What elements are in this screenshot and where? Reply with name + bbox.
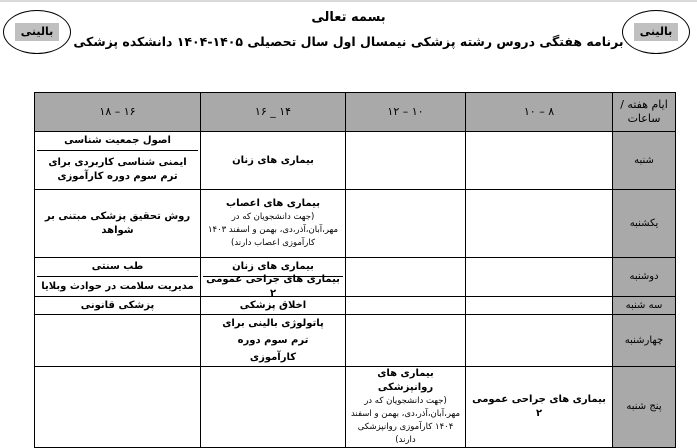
cell-empty [346, 190, 466, 258]
col-header-16-18: ۱۶ – ۱۸ [35, 93, 201, 132]
day-label: شنبه [613, 132, 676, 190]
table-row-wednesday [35, 315, 676, 367]
course-note-line: (جهت دانشجویان که در [231, 212, 315, 222]
clinical-badge-right: بالینی [634, 23, 679, 41]
top-border-line [0, 0, 697, 2]
course-note-line: (جهت دانشجویان که در [364, 396, 447, 406]
course-cell: روش تحقیق پزشکی مبتنی بر شواهد [35, 190, 201, 258]
cell-empty [466, 190, 613, 258]
table-row-tuesday [35, 297, 676, 315]
course-cell: پاتولوژی بالینی برای ترم سوم دوره کارآموزی [201, 315, 346, 367]
course-note-line: مهر،آبان،آذر،دی، بهمن و اسفند [350, 409, 461, 419]
cell-empty [35, 315, 201, 367]
col-header-10-12: ۱۰ – ۱۲ [346, 93, 466, 132]
cell-empty [346, 132, 466, 190]
day-label: سه شنبه [613, 297, 676, 315]
course-item: ایمنی شناسی کاربردی برای ترم سوم دوره کارآموزی [48, 157, 187, 182]
col-header-14-16: ۱۴ _ ۱۶ [201, 93, 346, 132]
course-title: بیماری های اعصاب [226, 198, 320, 209]
course-note-line: کارآموزی اعصاب دارند) [231, 238, 315, 248]
table-row-monday [35, 258, 676, 297]
course-item: طب سنتی [37, 258, 198, 277]
page-title: برنامه هفتگی دروس رشته پزشکی نیمسال اول سال تحصیلی ۱۴۰۵-۱۴۰۴ دانشکده پزشکی [73, 34, 624, 49]
clinical-badge-left: بالینی [15, 23, 60, 41]
cell-empty [201, 367, 346, 448]
cell-empty [466, 132, 613, 190]
table-header-row [35, 93, 676, 132]
course-item: بیماری های جراحی عمومی ۲ [206, 273, 340, 299]
cell-empty [466, 297, 613, 315]
course-cell: اخلاق پزشکی [201, 297, 346, 315]
table-row-sunday [35, 190, 676, 258]
course-cell: بیماری های زنان [201, 132, 346, 190]
course-cell-with-note [346, 367, 466, 448]
course-title: بیماری های روانپزشکی [377, 368, 434, 393]
cell-empty [35, 367, 201, 448]
course-cell: بیماری های جراحی عمومی ۲ [466, 367, 613, 448]
cell-empty [466, 315, 613, 367]
day-label: چهارشنبه [613, 315, 676, 367]
course-item: اصول جمعیت شناسی [37, 132, 198, 151]
weekly-schedule-table [34, 92, 676, 448]
course-note-line: مهر،آبان،آذر،دی، بهمن و اسفند ۱۴۰۳ [207, 225, 339, 235]
cell-empty [466, 258, 613, 297]
course-cell-split [35, 132, 201, 190]
cell-empty [346, 315, 466, 367]
course-cell: پزشکی قانونی [35, 297, 201, 315]
course-cell-split [35, 258, 201, 297]
table-row-saturday [35, 132, 676, 190]
cell-empty [346, 297, 466, 315]
course-cell-split [201, 258, 346, 297]
course-item: بیماری های زنان [203, 258, 343, 277]
col-header-8-10: ۸ – ۱۰ [466, 93, 613, 132]
day-label: یکشنبه [613, 190, 676, 258]
corner-header: ایام هفته / ساعات [613, 93, 676, 132]
course-item: مدیریت سلامت در حوادث وبلایا [41, 280, 194, 292]
invocation-heading: بسمه تعالی [311, 10, 386, 25]
day-label: پنج شنبه [613, 367, 676, 448]
course-note-line: ۱۴۰۴ کارآموزی روانپزشکی دارند) [357, 422, 454, 445]
course-cell-with-note [201, 190, 346, 258]
day-label: دوشنبه [613, 258, 676, 297]
cell-empty [346, 258, 466, 297]
table-row-thursday [35, 367, 676, 448]
